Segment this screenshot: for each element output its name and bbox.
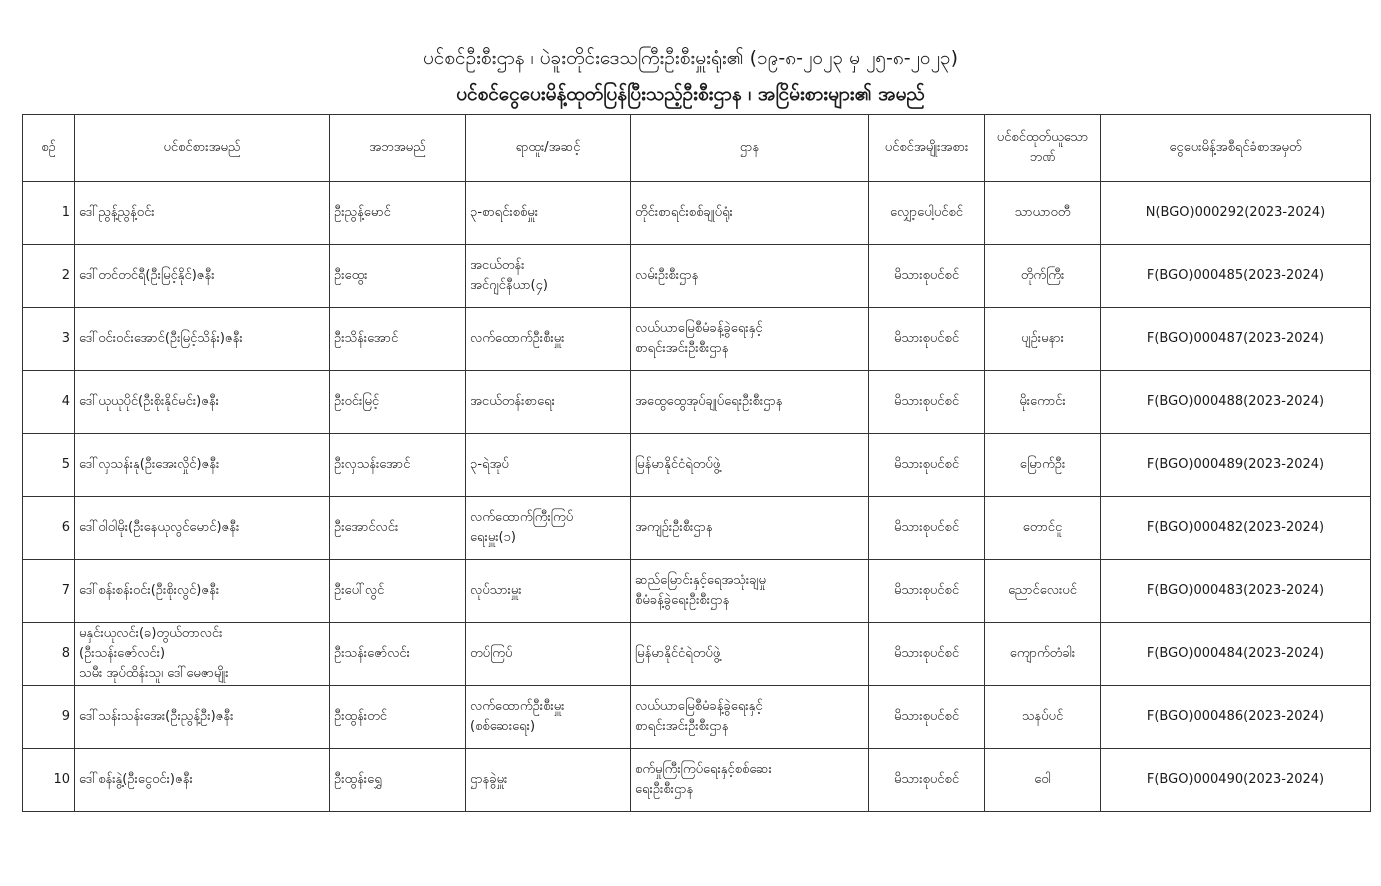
cell-no: 3	[23, 308, 75, 371]
cell-bank-township: ဝေါ	[985, 749, 1101, 812]
document-title: ပင်စင်ဦးစီးဌာန ၊ ပဲခူးတိုင်းဒေသကြီးဦးစီးမှူးရုံး၏ (၁၉-၈-၂၀၂၃ မှ ၂၅-၈-၂၀၂၃)	[422, 47, 959, 69]
cell-no: 2	[23, 245, 75, 308]
cell-pension-type: မိသားစုပင်စင်	[869, 245, 985, 308]
cell-pensioner-name: ဒေါ်စန်းနွဲ့(ဦးငွေဝင်း)ဇနီး	[75, 749, 330, 812]
cell-reference-number: N(BGO)000292(2023-2024)	[1101, 182, 1371, 245]
table-row	[23, 560, 1371, 623]
cell-pension-type: မိသားစုပင်စင်	[869, 560, 985, 623]
header-father-name: အဘအမည်	[330, 115, 466, 182]
cell-department: မြန်မာနိုင်ငံရဲတပ်ဖွဲ့	[631, 434, 869, 497]
document-subtitle: ပင်စင်ငွေပေးမိန့်ထုတ်ပြန်ပြီးသည့်ဦးစီးဌာန ၊ အငြိမ်းစားများ၏ အမည်	[456, 83, 925, 105]
cell-reference-number: F(BGO)000484(2023-2024)	[1101, 623, 1371, 686]
table-body	[23, 182, 1371, 812]
table-row	[23, 623, 1371, 686]
cell-father-name: ဦးသန်းဇော်လင်း	[330, 623, 466, 686]
cell-pensioner-name: ဒေါ်စန်းစန်းဝင်း(ဦးစိုးလွင်)ဇနီး	[75, 560, 330, 623]
cell-bank-township: တောင်ငူ	[985, 497, 1101, 560]
cell-bank-township: ညောင်လေးပင်	[985, 560, 1101, 623]
header-no: စဉ်	[23, 115, 75, 182]
cell-rank: လုပ်သားမှူး	[466, 560, 631, 623]
table-header-row	[23, 115, 1371, 182]
cell-department: တိုင်းစာရင်းစစ်ချုပ်ရုံး	[631, 182, 869, 245]
cell-bank-township: မိုးကောင်း	[985, 371, 1101, 434]
cell-rank: အငယ်တန်းစာရေး	[466, 371, 631, 434]
table-row	[23, 497, 1371, 560]
cell-bank-township: ကျောက်တံခါး	[985, 623, 1101, 686]
cell-no: 5	[23, 434, 75, 497]
cell-pension-type: မိသားစုပင်စင်	[869, 434, 985, 497]
table-row	[23, 686, 1371, 749]
cell-father-name: ဦးအောင်လင်း	[330, 497, 466, 560]
table-row	[23, 749, 1371, 812]
pension-register-table	[22, 114, 1371, 812]
cell-no: 7	[23, 560, 75, 623]
table-row	[23, 434, 1371, 497]
cell-pensioner-name: ဒေါ်ညွန့်ညွန့်ဝင်း	[75, 182, 330, 245]
cell-department: လယ်ယာမြေစီမံခန့်ခွဲရေးနှင့် စာရင်းအင်းဦးစီးဌာန	[631, 308, 869, 371]
cell-department: လမ်းဦးစီးဌာန	[631, 245, 869, 308]
cell-father-name: ဦးထွန်းတင်	[330, 686, 466, 749]
cell-pension-type: မိသားစုပင်စင်	[869, 371, 985, 434]
table-row	[23, 308, 1371, 371]
cell-rank: ၃-ရဲအုပ်	[466, 434, 631, 497]
cell-no: 6	[23, 497, 75, 560]
cell-pensioner-name: မနှင်းယုလင်း(ခ)တွယ်တာလင်း (ဦးသန်းဇော်လင်း) သမီး အုပ်ထိန်းသူ၊ ဒေါ်မေဇာမျိုး	[75, 623, 330, 686]
cell-father-name: ဦးထွန်းရွှေ	[330, 749, 466, 812]
cell-reference-number: F(BGO)000487(2023-2024)	[1101, 308, 1371, 371]
cell-father-name: ဦးဝင်းမြင့်	[330, 371, 466, 434]
header-pension-type: ပင်စင်အမျိုးအစား	[869, 115, 985, 182]
cell-father-name: ဦးလှသန်းအောင်	[330, 434, 466, 497]
cell-father-name: ဦးထွေး	[330, 245, 466, 308]
cell-pensioner-name: ဒေါ်သန်းသန်းအေး(ဦးညွန့်ဦး)ဇနီး	[75, 686, 330, 749]
cell-no: 9	[23, 686, 75, 749]
cell-department: စက်မှုကြီးကြပ်ရေးနှင့်စစ်ဆေး ရေးဦးစီးဌာန	[631, 749, 869, 812]
cell-father-name: ဦးသိန်းအောင်	[330, 308, 466, 371]
header-reference-number: ငွေပေးမိန့်အစီရင်ခံစာအမှတ်	[1101, 115, 1371, 182]
cell-pension-type: မိသားစုပင်စင်	[869, 497, 985, 560]
table-row	[23, 182, 1371, 245]
cell-pensioner-name: ဒေါ်တင်တင်ရီ(ဦးမြင့်နိုင်)ဇနီး	[75, 245, 330, 308]
cell-reference-number: F(BGO)000490(2023-2024)	[1101, 749, 1371, 812]
header-department: ဌာန	[631, 115, 869, 182]
cell-no: 1	[23, 182, 75, 245]
cell-pension-type: မိသားစုပင်စင်	[869, 623, 985, 686]
cell-rank: လက်ထောက်ကြီးကြပ် ရေးမှူး(၁)	[466, 497, 631, 560]
header-rank: ရာထူး/အဆင့်	[466, 115, 631, 182]
cell-bank-township: မြောက်ဦး	[985, 434, 1101, 497]
cell-pension-type: မိသားစုပင်စင်	[869, 308, 985, 371]
cell-bank-township: တိုက်ကြီး	[985, 245, 1101, 308]
cell-rank: ဌာနခွဲမှူး	[466, 749, 631, 812]
cell-rank: အငယ်တန်း အင်ဂျင်နီယာ(၄)	[466, 245, 631, 308]
cell-rank: လက်ထောက်ဦးစီးမှူး	[466, 308, 631, 371]
cell-pensioner-name: ဒေါ်လှသန်းနု(ဦးအေးလှိုင်)ဇနီး	[75, 434, 330, 497]
cell-father-name: ဦးညွန့်မောင်	[330, 182, 466, 245]
cell-department: ဆည်မြောင်းနှင့်ရေအသုံးချမှု စီမံခန့်ခွဲရေးဦးစီးဌာန	[631, 560, 869, 623]
cell-no: 10	[23, 749, 75, 812]
cell-department: အကျဉ်းဦးစီးဌာန	[631, 497, 869, 560]
cell-bank-township: ပျဉ်းမနား	[985, 308, 1101, 371]
cell-reference-number: F(BGO)000482(2023-2024)	[1101, 497, 1371, 560]
cell-reference-number: F(BGO)000489(2023-2024)	[1101, 434, 1371, 497]
cell-pension-type: မိသားစုပင်စင်	[869, 749, 985, 812]
cell-reference-number: F(BGO)000485(2023-2024)	[1101, 245, 1371, 308]
cell-pensioner-name: ဒေါ်ယုယုပိုင်(ဦးစိုးနိုင်မင်း)ဇနီး	[75, 371, 330, 434]
header-bank-township: ပင်စင်ထုတ်ယူသောဘဏ်	[985, 115, 1101, 182]
cell-rank: ၃-စာရင်းစစ်မှူး	[466, 182, 631, 245]
table-row	[23, 371, 1371, 434]
cell-bank-township: သာယာဝတီ	[985, 182, 1101, 245]
cell-department: လယ်ယာမြေစီမံခန့်ခွဲရေးနှင့် စာရင်းအင်းဦးစီးဌာန	[631, 686, 869, 749]
table-row	[23, 245, 1371, 308]
cell-department: အထွေထွေအုပ်ချုပ်ရေးဦးစီးဌာန	[631, 371, 869, 434]
cell-rank: တပ်ကြပ်	[466, 623, 631, 686]
cell-reference-number: F(BGO)000483(2023-2024)	[1101, 560, 1371, 623]
cell-reference-number: F(BGO)000486(2023-2024)	[1101, 686, 1371, 749]
cell-department: မြန်မာနိုင်ငံရဲတပ်ဖွဲ့	[631, 623, 869, 686]
cell-bank-township: သနပ်ပင်	[985, 686, 1101, 749]
cell-no: 4	[23, 371, 75, 434]
header-pensioner-name: ပင်စင်စားအမည်	[75, 115, 330, 182]
cell-no: 8	[23, 623, 75, 686]
cell-rank: လက်ထောက်ဦးစီးမှူး (စစ်ဆေးရေး)	[466, 686, 631, 749]
cell-pensioner-name: ဒေါ်ဝင်းဝင်းအောင်(ဦးမြင့်သိန်း)ဇနီး	[75, 308, 330, 371]
cell-pensioner-name: ဒေါ်ဝါဝါမိုး(ဦးနေယုလွင်မောင်)ဇနီး	[75, 497, 330, 560]
cell-father-name: ဦးပေါ်လွင်	[330, 560, 466, 623]
cell-reference-number: F(BGO)000488(2023-2024)	[1101, 371, 1371, 434]
cell-pension-type: မိသားစုပင်စင်	[869, 686, 985, 749]
cell-pension-type: လျှော့ပေါ့ပင်စင်	[869, 182, 985, 245]
